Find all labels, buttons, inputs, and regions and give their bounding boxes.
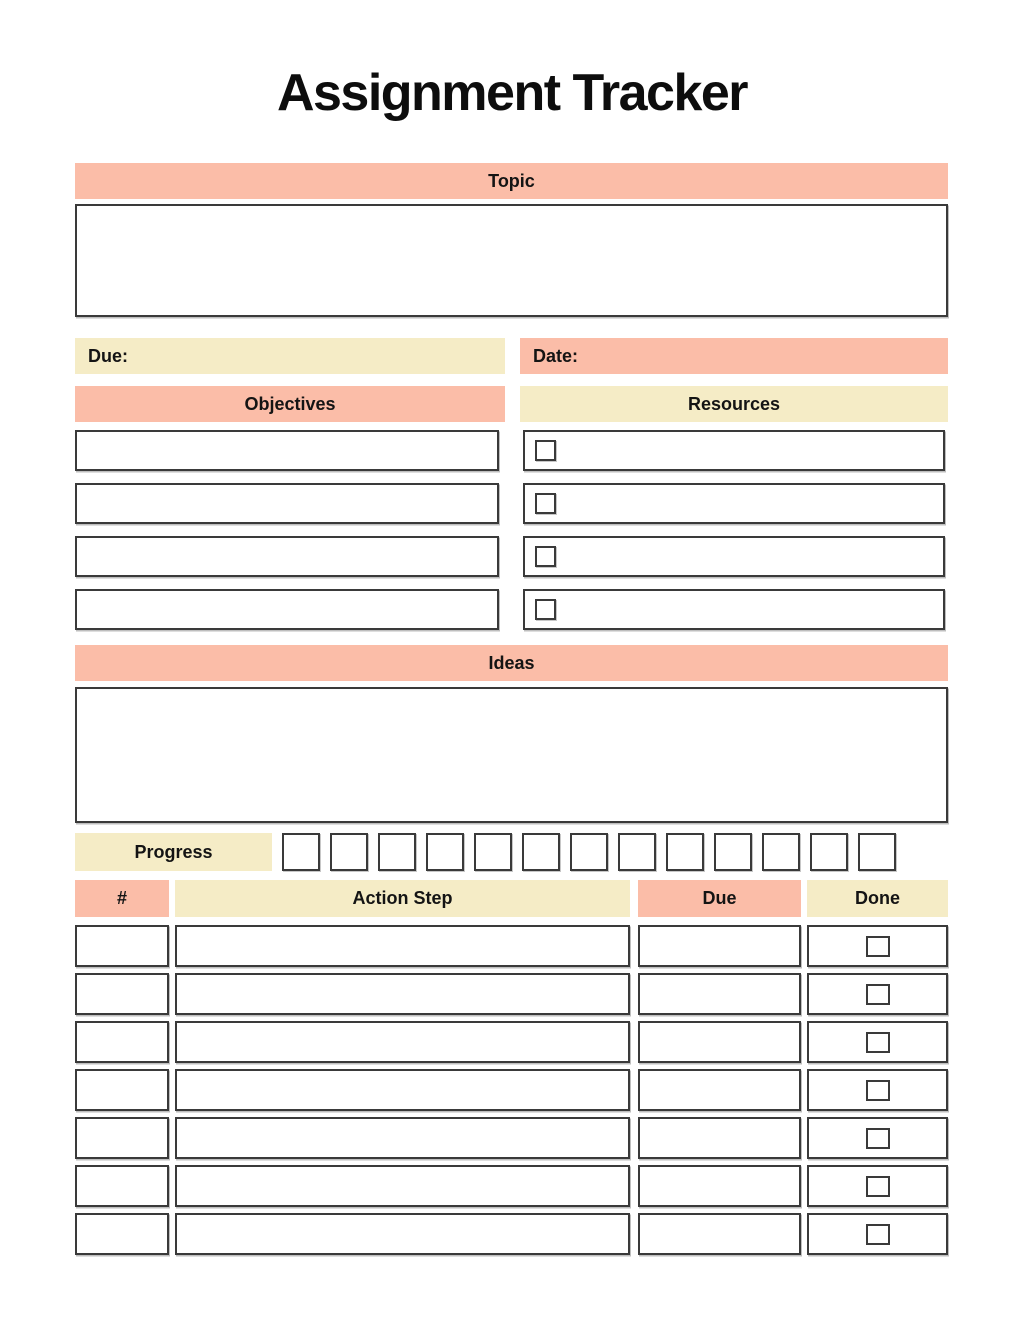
row-done-cell xyxy=(807,925,948,967)
objectives-list xyxy=(75,430,505,630)
column-header-number xyxy=(75,880,169,917)
page-title: Assignment Tracker xyxy=(276,64,748,122)
row-number-cell[interactable] xyxy=(75,1069,169,1111)
column-header-number-label: # xyxy=(116,888,127,908)
row-due-cell[interactable] xyxy=(638,1213,801,1255)
row-done-cell xyxy=(807,1213,948,1255)
row-action-step-cell[interactable] xyxy=(175,973,630,1015)
topic-header xyxy=(75,163,948,199)
topic-header-label: Topic xyxy=(488,170,535,191)
resource-checkbox[interactable] xyxy=(535,493,556,514)
resource-input-box[interactable] xyxy=(523,589,945,630)
resource-input-box[interactable] xyxy=(523,483,945,524)
progress-checkbox[interactable] xyxy=(474,833,512,871)
table-row xyxy=(75,1213,948,1255)
progress-checkbox[interactable] xyxy=(618,833,656,871)
column-header-action-step-label: Action Step xyxy=(352,888,453,908)
progress-row xyxy=(75,833,948,871)
resource-checkbox[interactable] xyxy=(535,599,556,620)
content xyxy=(75,163,948,1261)
progress-checkbox[interactable] xyxy=(858,833,896,871)
done-checkbox[interactable] xyxy=(866,1176,890,1197)
row-action-step-cell[interactable] xyxy=(175,925,630,967)
progress-checkbox[interactable] xyxy=(714,833,752,871)
row-number-cell[interactable] xyxy=(75,925,169,967)
date-field-bar[interactable] xyxy=(520,338,948,374)
column-header-due xyxy=(638,880,801,917)
date-field-label: Date: xyxy=(533,345,579,366)
ideas-input-box[interactable] xyxy=(75,687,948,823)
table-row xyxy=(75,1069,948,1111)
objectives-resources-headers xyxy=(75,386,948,422)
column-header-due-label: Due xyxy=(702,888,737,908)
action-table-body xyxy=(75,925,948,1255)
objective-input-box[interactable] xyxy=(75,589,499,630)
row-due-cell[interactable] xyxy=(638,925,801,967)
row-due-cell[interactable] xyxy=(638,1069,801,1111)
progress-checkbox[interactable] xyxy=(666,833,704,871)
due-field-bar[interactable] xyxy=(75,338,505,374)
row-done-cell xyxy=(807,1117,948,1159)
done-checkbox[interactable] xyxy=(866,1128,890,1149)
row-action-step-cell[interactable] xyxy=(175,1069,630,1111)
topic-input-box[interactable] xyxy=(75,204,948,317)
row-number-cell[interactable] xyxy=(75,1021,169,1063)
row-number-cell[interactable] xyxy=(75,1117,169,1159)
row-number-cell[interactable] xyxy=(75,973,169,1015)
table-row xyxy=(75,973,948,1015)
row-done-cell xyxy=(807,973,948,1015)
row-number-cell[interactable] xyxy=(75,1165,169,1207)
progress-header xyxy=(75,833,272,871)
row-due-cell[interactable] xyxy=(638,973,801,1015)
progress-checkbox[interactable] xyxy=(426,833,464,871)
row-action-step-cell[interactable] xyxy=(175,1213,630,1255)
done-checkbox[interactable] xyxy=(866,936,890,957)
progress-checkboxes xyxy=(282,833,896,871)
due-date-row xyxy=(75,338,948,374)
objectives-header xyxy=(75,386,505,422)
resource-input-box[interactable] xyxy=(523,536,945,577)
table-row xyxy=(75,925,948,967)
progress-checkbox[interactable] xyxy=(570,833,608,871)
resources-header xyxy=(520,386,948,422)
row-due-cell[interactable] xyxy=(638,1021,801,1063)
row-action-step-cell[interactable] xyxy=(175,1117,630,1159)
action-table-header xyxy=(75,880,948,917)
done-checkbox[interactable] xyxy=(866,1032,890,1053)
objectives-resources-lists xyxy=(75,430,948,630)
row-due-cell[interactable] xyxy=(638,1165,801,1207)
column-header-done xyxy=(807,880,948,917)
progress-checkbox[interactable] xyxy=(378,833,416,871)
progress-checkbox[interactable] xyxy=(330,833,368,871)
progress-checkbox[interactable] xyxy=(282,833,320,871)
table-row xyxy=(75,1021,948,1063)
done-checkbox[interactable] xyxy=(866,1080,890,1101)
done-checkbox[interactable] xyxy=(866,984,890,1005)
table-row xyxy=(75,1117,948,1159)
row-action-step-cell[interactable] xyxy=(175,1021,630,1063)
objective-input-box[interactable] xyxy=(75,430,499,471)
progress-checkbox[interactable] xyxy=(522,833,560,871)
table-row xyxy=(75,1165,948,1207)
due-field-label: Due: xyxy=(88,345,128,366)
row-due-cell[interactable] xyxy=(638,1117,801,1159)
objective-input-box[interactable] xyxy=(75,483,499,524)
resources-header-label: Resources xyxy=(687,393,781,414)
row-action-step-cell[interactable] xyxy=(175,1165,630,1207)
resource-input-box[interactable] xyxy=(523,430,945,471)
column-header-action-step xyxy=(175,880,630,917)
ideas-header-label: Ideas xyxy=(488,652,535,673)
ideas-header xyxy=(75,645,948,681)
row-done-cell xyxy=(807,1165,948,1207)
row-done-cell xyxy=(807,1021,948,1063)
objective-input-box[interactable] xyxy=(75,536,499,577)
progress-checkbox[interactable] xyxy=(762,833,800,871)
resource-checkbox[interactable] xyxy=(535,440,556,461)
column-header-done-label: Done xyxy=(855,888,900,908)
resources-list xyxy=(520,430,948,630)
row-number-cell[interactable] xyxy=(75,1213,169,1255)
progress-checkbox[interactable] xyxy=(810,833,848,871)
row-done-cell xyxy=(807,1069,948,1111)
objectives-header-label: Objectives xyxy=(244,393,336,414)
done-checkbox[interactable] xyxy=(866,1224,890,1245)
resource-checkbox[interactable] xyxy=(535,546,556,567)
progress-header-label: Progress xyxy=(134,841,213,862)
